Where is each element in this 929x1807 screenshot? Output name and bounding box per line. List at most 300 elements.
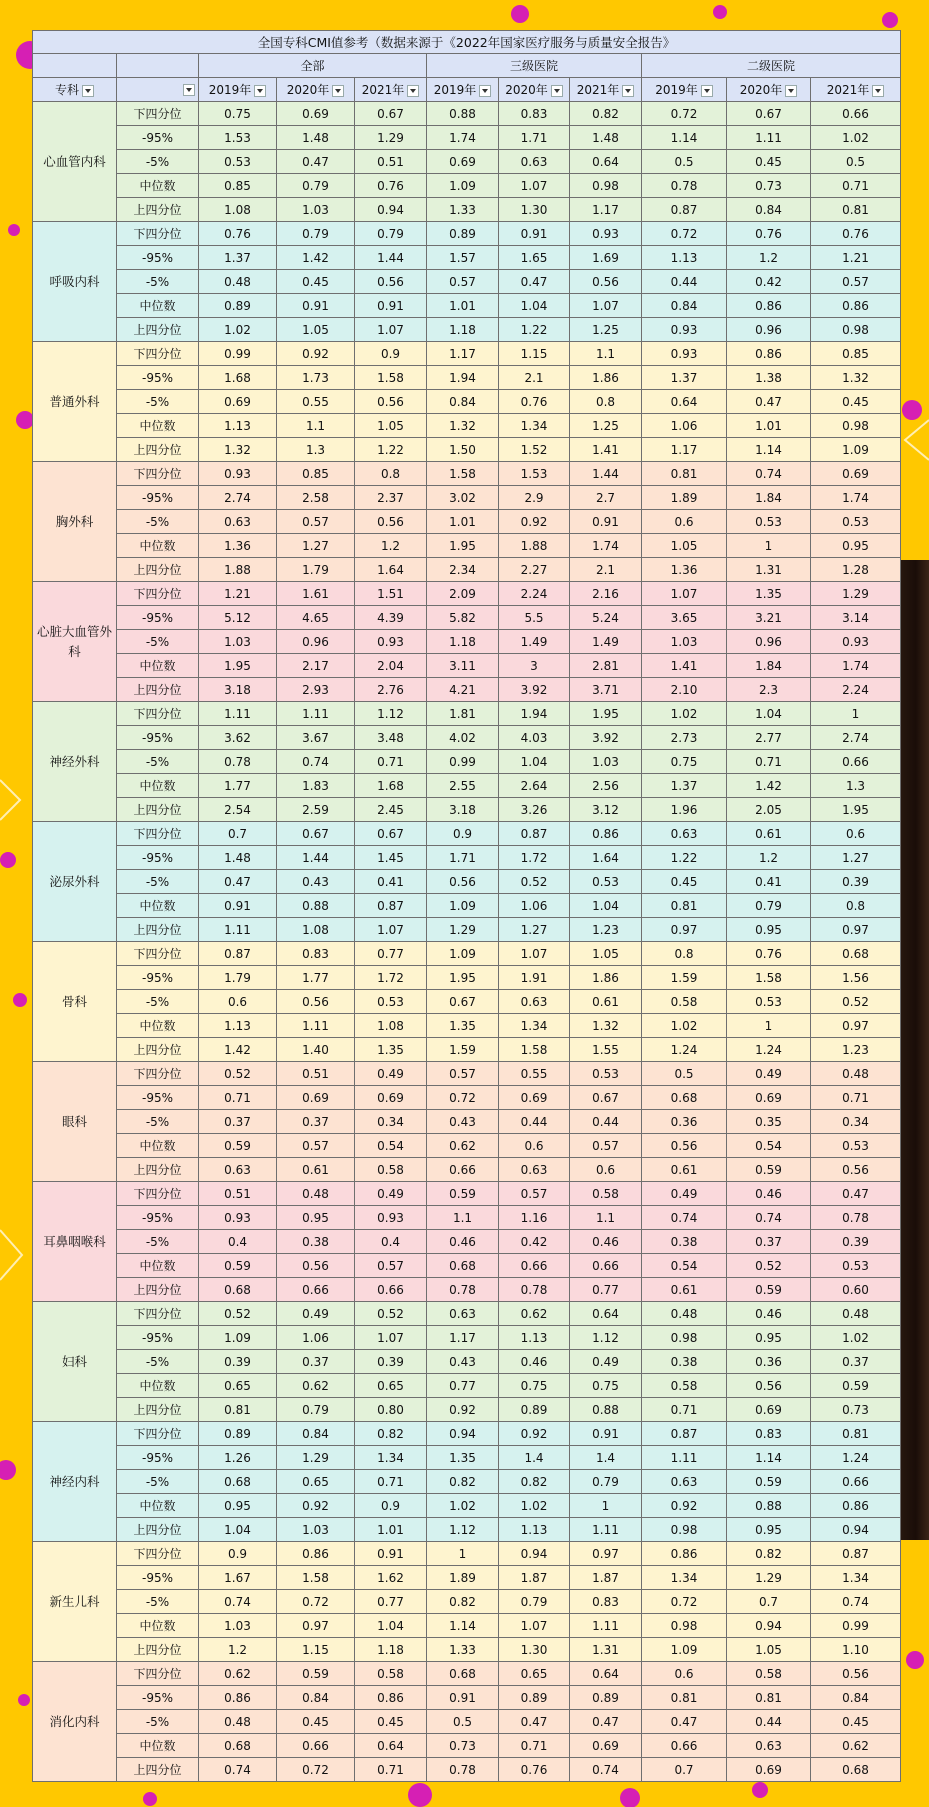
value-cell[interactable]: 1.12	[355, 702, 427, 726]
value-cell[interactable]: 0.62	[427, 1134, 499, 1158]
value-cell[interactable]: 1.28	[811, 558, 901, 582]
value-cell[interactable]: 1.58	[277, 1566, 355, 1590]
value-cell[interactable]: 0.52	[727, 1254, 811, 1278]
value-cell[interactable]: 0.53	[727, 510, 811, 534]
value-cell[interactable]: 0.56	[811, 1158, 901, 1182]
value-cell[interactable]: 1.35	[355, 1038, 427, 1062]
value-cell[interactable]: 0.59	[199, 1254, 277, 1278]
value-cell[interactable]: 0.74	[570, 1758, 642, 1782]
value-cell[interactable]: 2.74	[199, 486, 277, 510]
column-header-specialty[interactable]	[33, 78, 117, 102]
value-cell[interactable]: 1.30	[499, 198, 570, 222]
value-cell[interactable]: 0.5	[427, 1710, 499, 1734]
value-cell[interactable]: 1.37	[642, 366, 727, 390]
value-cell[interactable]: 1.07	[499, 942, 570, 966]
value-cell[interactable]: 0.73	[811, 1398, 901, 1422]
value-cell[interactable]: 1.02	[642, 702, 727, 726]
value-cell[interactable]: 1.40	[277, 1038, 355, 1062]
value-cell[interactable]: 3.48	[355, 726, 427, 750]
stat-label-cell[interactable]: 上四分位	[117, 1638, 199, 1662]
value-cell[interactable]: 1.09	[642, 1638, 727, 1662]
value-cell[interactable]: 2.17	[277, 654, 355, 678]
value-cell[interactable]: 2.16	[570, 582, 642, 606]
value-cell[interactable]: 0.71	[811, 174, 901, 198]
value-cell[interactable]: 0.43	[427, 1350, 499, 1374]
value-cell[interactable]: 1.52	[499, 438, 570, 462]
value-cell[interactable]: 0.67	[355, 822, 427, 846]
value-cell[interactable]: 1.05	[727, 1638, 811, 1662]
value-cell[interactable]: 1.48	[277, 126, 355, 150]
value-cell[interactable]: 0.91	[199, 894, 277, 918]
stat-label-cell[interactable]: 上四分位	[117, 318, 199, 342]
stat-label-cell[interactable]: 下四分位	[117, 822, 199, 846]
value-cell[interactable]: 1.95	[427, 966, 499, 990]
value-cell[interactable]: 0.53	[811, 1254, 901, 1278]
value-cell[interactable]: 0.58	[570, 1182, 642, 1206]
stat-label-cell[interactable]: 下四分位	[117, 102, 199, 126]
value-cell[interactable]: 0.63	[642, 822, 727, 846]
value-cell[interactable]: 0.72	[277, 1758, 355, 1782]
value-cell[interactable]: 0.54	[355, 1134, 427, 1158]
value-cell[interactable]: 0.69	[427, 150, 499, 174]
value-cell[interactable]: 0.94	[427, 1422, 499, 1446]
value-cell[interactable]: 0.78	[811, 1206, 901, 1230]
stat-label-cell[interactable]: 上四分位	[117, 198, 199, 222]
value-cell[interactable]: 1.14	[427, 1614, 499, 1638]
value-cell[interactable]: 1.74	[811, 654, 901, 678]
value-cell[interactable]: 0.68	[427, 1662, 499, 1686]
value-cell[interactable]: 0.95	[199, 1494, 277, 1518]
value-cell[interactable]: 5.24	[570, 606, 642, 630]
value-cell[interactable]: 2.54	[199, 798, 277, 822]
value-cell[interactable]: 2.64	[499, 774, 570, 798]
value-cell[interactable]: 1.4	[499, 1446, 570, 1470]
value-cell[interactable]: 1.84	[727, 654, 811, 678]
value-cell[interactable]: 2.05	[727, 798, 811, 822]
value-cell[interactable]: 0.85	[811, 342, 901, 366]
value-cell[interactable]: 0.72	[642, 102, 727, 126]
value-cell[interactable]: 1.56	[811, 966, 901, 990]
value-cell[interactable]: 0.42	[727, 270, 811, 294]
stat-label-cell[interactable]: -95%	[117, 486, 199, 510]
value-cell[interactable]: 0.49	[355, 1182, 427, 1206]
value-cell[interactable]: 0.79	[727, 894, 811, 918]
value-cell[interactable]: 0.65	[199, 1374, 277, 1398]
value-cell[interactable]: 0.74	[277, 750, 355, 774]
value-cell[interactable]: 1.05	[277, 318, 355, 342]
value-cell[interactable]: 0.45	[811, 1710, 901, 1734]
value-cell[interactable]: 1.22	[642, 846, 727, 870]
value-cell[interactable]: 0.71	[499, 1734, 570, 1758]
value-cell[interactable]: 1	[570, 1494, 642, 1518]
value-cell[interactable]: 0.84	[811, 1686, 901, 1710]
value-cell[interactable]: 0.59	[277, 1662, 355, 1686]
value-cell[interactable]: 1.17	[427, 342, 499, 366]
value-cell[interactable]: 0.83	[277, 942, 355, 966]
value-cell[interactable]: 1	[727, 534, 811, 558]
value-cell[interactable]: 2.59	[277, 798, 355, 822]
value-cell[interactable]: 0.38	[642, 1230, 727, 1254]
value-cell[interactable]: 0.77	[427, 1374, 499, 1398]
department-name-cell[interactable]: 神经内科	[33, 1422, 117, 1542]
value-cell[interactable]: 0.39	[811, 870, 901, 894]
value-cell[interactable]: 0.63	[727, 1734, 811, 1758]
value-cell[interactable]: 1.01	[727, 414, 811, 438]
value-cell[interactable]: 0.83	[499, 102, 570, 126]
value-cell[interactable]: 0.85	[277, 462, 355, 486]
value-cell[interactable]: 2.7	[570, 486, 642, 510]
stat-label-cell[interactable]: -5%	[117, 630, 199, 654]
value-cell[interactable]: 0.35	[727, 1110, 811, 1134]
value-cell[interactable]: 1.71	[427, 846, 499, 870]
value-cell[interactable]: 0.69	[277, 1086, 355, 1110]
stat-label-cell[interactable]: 下四分位	[117, 1662, 199, 1686]
value-cell[interactable]: 0.88	[570, 1398, 642, 1422]
stat-label-cell[interactable]: 下四分位	[117, 1542, 199, 1566]
stat-label-cell[interactable]: 中位数	[117, 1734, 199, 1758]
column-header-stat[interactable]	[117, 78, 199, 102]
value-cell[interactable]: 0.46	[499, 1350, 570, 1374]
value-cell[interactable]: 1.07	[499, 1614, 570, 1638]
value-cell[interactable]: 0.37	[199, 1110, 277, 1134]
value-cell[interactable]: 2.74	[811, 726, 901, 750]
value-cell[interactable]: 0.52	[199, 1062, 277, 1086]
value-cell[interactable]: 1.68	[355, 774, 427, 798]
filter-dropdown-icon[interactable]	[407, 85, 419, 97]
value-cell[interactable]: 1.01	[427, 510, 499, 534]
value-cell[interactable]: 1.13	[642, 246, 727, 270]
value-cell[interactable]: 1.29	[277, 1446, 355, 1470]
value-cell[interactable]: 0.76	[199, 222, 277, 246]
value-cell[interactable]: 0.89	[199, 1422, 277, 1446]
value-cell[interactable]: 0.8	[642, 942, 727, 966]
value-cell[interactable]: 0.67	[570, 1086, 642, 1110]
value-cell[interactable]: 0.45	[277, 270, 355, 294]
value-cell[interactable]: 0.64	[642, 390, 727, 414]
value-cell[interactable]: 1.32	[199, 438, 277, 462]
stat-label-cell[interactable]: -95%	[117, 1326, 199, 1350]
value-cell[interactable]: 1.45	[355, 846, 427, 870]
value-cell[interactable]: 1.81	[427, 702, 499, 726]
value-cell[interactable]: 0.63	[499, 150, 570, 174]
value-cell[interactable]: 0.84	[642, 294, 727, 318]
value-cell[interactable]: 0.43	[427, 1110, 499, 1134]
value-cell[interactable]: 0.61	[277, 1158, 355, 1182]
value-cell[interactable]: 0.78	[642, 174, 727, 198]
value-cell[interactable]: 2.56	[570, 774, 642, 798]
value-cell[interactable]: 1.18	[427, 318, 499, 342]
value-cell[interactable]: 1.61	[277, 582, 355, 606]
value-cell[interactable]: 1.09	[199, 1326, 277, 1350]
stat-label-cell[interactable]: 中位数	[117, 1134, 199, 1158]
value-cell[interactable]: 1.87	[499, 1566, 570, 1590]
value-cell[interactable]: 0.75	[570, 1374, 642, 1398]
stat-label-cell[interactable]: -5%	[117, 150, 199, 174]
value-cell[interactable]: 1.2	[355, 534, 427, 558]
value-cell[interactable]: 0.93	[811, 630, 901, 654]
value-cell[interactable]: 1.07	[355, 318, 427, 342]
stat-label-cell[interactable]: 上四分位	[117, 1398, 199, 1422]
stat-label-cell[interactable]: 中位数	[117, 174, 199, 198]
value-cell[interactable]: 0.76	[811, 222, 901, 246]
value-cell[interactable]: 1.07	[570, 294, 642, 318]
value-cell[interactable]: 1.17	[642, 438, 727, 462]
value-cell[interactable]: 1.95	[427, 534, 499, 558]
value-cell[interactable]: 0.78	[499, 1278, 570, 1302]
value-cell[interactable]: 0.53	[811, 1134, 901, 1158]
value-cell[interactable]: 0.61	[570, 990, 642, 1014]
value-cell[interactable]: 0.66	[355, 1278, 427, 1302]
value-cell[interactable]: 1.11	[570, 1614, 642, 1638]
stat-label-cell[interactable]: -5%	[117, 1110, 199, 1134]
value-cell[interactable]: 0.72	[642, 1590, 727, 1614]
value-cell[interactable]: 0.57	[277, 1134, 355, 1158]
value-cell[interactable]: 0.86	[642, 1542, 727, 1566]
value-cell[interactable]: 0.52	[199, 1302, 277, 1326]
value-cell[interactable]: 0.46	[727, 1182, 811, 1206]
value-cell[interactable]: 0.6	[642, 1662, 727, 1686]
value-cell[interactable]: 0.68	[811, 1758, 901, 1782]
value-cell[interactable]: 0.88	[427, 102, 499, 126]
value-cell[interactable]: 0.58	[355, 1662, 427, 1686]
value-cell[interactable]: 2.1	[570, 558, 642, 582]
value-cell[interactable]: 1.3	[811, 774, 901, 798]
stat-label-cell[interactable]: 下四分位	[117, 1062, 199, 1086]
value-cell[interactable]: 0.81	[811, 1422, 901, 1446]
value-cell[interactable]: 0.95	[277, 1206, 355, 1230]
value-cell[interactable]: 0.74	[727, 1206, 811, 1230]
value-cell[interactable]: 0.48	[277, 1182, 355, 1206]
value-cell[interactable]: 0.38	[277, 1230, 355, 1254]
value-cell[interactable]: 1.02	[499, 1494, 570, 1518]
value-cell[interactable]: 1.62	[355, 1566, 427, 1590]
value-cell[interactable]: 1.07	[355, 918, 427, 942]
value-cell[interactable]: 1.09	[811, 438, 901, 462]
value-cell[interactable]: 0.71	[199, 1086, 277, 1110]
value-cell[interactable]: 1.65	[499, 246, 570, 270]
value-cell[interactable]: 0.84	[727, 198, 811, 222]
value-cell[interactable]: 1.07	[499, 174, 570, 198]
value-cell[interactable]: 0.47	[499, 270, 570, 294]
year-header[interactable]: 2019年	[427, 78, 499, 102]
value-cell[interactable]: 0.36	[642, 1110, 727, 1134]
value-cell[interactable]: 1.1	[427, 1206, 499, 1230]
stat-label-cell[interactable]: 上四分位	[117, 1278, 199, 1302]
value-cell[interactable]: 0.69	[199, 390, 277, 414]
value-cell[interactable]: 1.58	[727, 966, 811, 990]
value-cell[interactable]: 0.9	[427, 822, 499, 846]
value-cell[interactable]: 0.92	[277, 1494, 355, 1518]
stat-label-cell[interactable]: 中位数	[117, 1614, 199, 1638]
stat-label-cell[interactable]: 中位数	[117, 1254, 199, 1278]
value-cell[interactable]: 1.86	[570, 366, 642, 390]
value-cell[interactable]: 0.93	[199, 462, 277, 486]
value-cell[interactable]: 0.48	[811, 1302, 901, 1326]
value-cell[interactable]: 0.69	[727, 1086, 811, 1110]
value-cell[interactable]: 1.26	[199, 1446, 277, 1470]
value-cell[interactable]: 0.86	[727, 342, 811, 366]
department-name-cell[interactable]: 心脏大血管外科	[33, 582, 117, 702]
value-cell[interactable]: 2.04	[355, 654, 427, 678]
value-cell[interactable]: 1.64	[570, 846, 642, 870]
value-cell[interactable]: 0.6	[570, 1158, 642, 1182]
value-cell[interactable]: 0.81	[642, 894, 727, 918]
value-cell[interactable]: 1.89	[427, 1566, 499, 1590]
value-cell[interactable]: 0.61	[642, 1278, 727, 1302]
value-cell[interactable]: 0.64	[570, 1302, 642, 1326]
value-cell[interactable]: 4.21	[427, 678, 499, 702]
value-cell[interactable]: 0.71	[811, 1086, 901, 1110]
value-cell[interactable]: 1.36	[642, 558, 727, 582]
value-cell[interactable]: 0.98	[570, 174, 642, 198]
value-cell[interactable]: 0.66	[811, 102, 901, 126]
value-cell[interactable]: 0.87	[355, 894, 427, 918]
value-cell[interactable]: 1.14	[642, 126, 727, 150]
value-cell[interactable]: 0.41	[355, 870, 427, 894]
value-cell[interactable]: 0.56	[427, 870, 499, 894]
value-cell[interactable]: 0.46	[427, 1230, 499, 1254]
stat-label-cell[interactable]: 下四分位	[117, 942, 199, 966]
value-cell[interactable]: 1.95	[570, 702, 642, 726]
value-cell[interactable]: 0.69	[727, 1758, 811, 1782]
value-cell[interactable]: 0.57	[355, 1254, 427, 1278]
value-cell[interactable]: 1.02	[811, 1326, 901, 1350]
value-cell[interactable]: 0.47	[727, 390, 811, 414]
value-cell[interactable]: 1.11	[277, 1014, 355, 1038]
value-cell[interactable]: 1	[727, 1014, 811, 1038]
value-cell[interactable]: 3.65	[642, 606, 727, 630]
value-cell[interactable]: 1.12	[427, 1518, 499, 1542]
value-cell[interactable]: 0.37	[277, 1350, 355, 1374]
value-cell[interactable]: 2.1	[499, 366, 570, 390]
value-cell[interactable]: 0.53	[811, 510, 901, 534]
value-cell[interactable]: 0.45	[642, 870, 727, 894]
value-cell[interactable]: 0.97	[642, 918, 727, 942]
value-cell[interactable]: 0.96	[727, 630, 811, 654]
value-cell[interactable]: 3.12	[570, 798, 642, 822]
value-cell[interactable]: 0.7	[199, 822, 277, 846]
value-cell[interactable]: 1.14	[727, 1446, 811, 1470]
value-cell[interactable]: 0.79	[277, 222, 355, 246]
value-cell[interactable]: 0.39	[355, 1350, 427, 1374]
value-cell[interactable]: 0.82	[570, 102, 642, 126]
value-cell[interactable]: 0.63	[642, 1470, 727, 1494]
value-cell[interactable]: 1.53	[499, 462, 570, 486]
value-cell[interactable]: 0.82	[727, 1542, 811, 1566]
value-cell[interactable]: 0.48	[642, 1302, 727, 1326]
department-name-cell[interactable]: 普通外科	[33, 342, 117, 462]
value-cell[interactable]: 2.24	[499, 582, 570, 606]
value-cell[interactable]: 1.42	[277, 246, 355, 270]
value-cell[interactable]: 0.76	[499, 390, 570, 414]
value-cell[interactable]: 0.71	[355, 1470, 427, 1494]
value-cell[interactable]: 0.49	[355, 1062, 427, 1086]
stat-label-cell[interactable]: -95%	[117, 366, 199, 390]
value-cell[interactable]: 0.54	[642, 1254, 727, 1278]
value-cell[interactable]: 0.86	[199, 1686, 277, 1710]
value-cell[interactable]: 1.58	[355, 366, 427, 390]
value-cell[interactable]: 1.11	[727, 126, 811, 150]
value-cell[interactable]: 0.98	[642, 1326, 727, 1350]
value-cell[interactable]: 1.04	[199, 1518, 277, 1542]
value-cell[interactable]: 0.78	[427, 1278, 499, 1302]
value-cell[interactable]: 1.35	[727, 582, 811, 606]
filter-dropdown-icon[interactable]	[254, 85, 266, 97]
value-cell[interactable]: 1.02	[427, 1494, 499, 1518]
value-cell[interactable]: 1	[427, 1542, 499, 1566]
value-cell[interactable]: 1.04	[355, 1614, 427, 1638]
value-cell[interactable]: 0.83	[727, 1422, 811, 1446]
value-cell[interactable]: 1.06	[642, 414, 727, 438]
year-header[interactable]: 2021年	[570, 78, 642, 102]
value-cell[interactable]: 0.66	[427, 1158, 499, 1182]
value-cell[interactable]: 1.74	[570, 534, 642, 558]
value-cell[interactable]: 0.59	[427, 1182, 499, 1206]
value-cell[interactable]: 1.09	[427, 942, 499, 966]
value-cell[interactable]: 1.51	[355, 582, 427, 606]
value-cell[interactable]: 0.53	[199, 150, 277, 174]
value-cell[interactable]: 0.66	[277, 1278, 355, 1302]
value-cell[interactable]: 0.52	[811, 990, 901, 1014]
value-cell[interactable]: 0.77	[570, 1278, 642, 1302]
value-cell[interactable]: 0.86	[727, 294, 811, 318]
value-cell[interactable]: 0.82	[427, 1590, 499, 1614]
stat-label-cell[interactable]: 中位数	[117, 1014, 199, 1038]
value-cell[interactable]: 0.59	[727, 1158, 811, 1182]
value-cell[interactable]: 1.69	[570, 246, 642, 270]
value-cell[interactable]: 1.11	[570, 1518, 642, 1542]
value-cell[interactable]: 0.56	[727, 1374, 811, 1398]
filter-dropdown-icon[interactable]	[701, 85, 713, 97]
department-name-cell[interactable]: 神经外科	[33, 702, 117, 822]
department-name-cell[interactable]: 妇科	[33, 1302, 117, 1422]
value-cell[interactable]: 0.87	[811, 1542, 901, 1566]
stat-label-cell[interactable]: -5%	[117, 1470, 199, 1494]
value-cell[interactable]: 0.93	[570, 222, 642, 246]
value-cell[interactable]: 1.73	[277, 366, 355, 390]
value-cell[interactable]: 1.89	[642, 486, 727, 510]
value-cell[interactable]: 0.68	[199, 1734, 277, 1758]
department-name-cell[interactable]: 眼科	[33, 1062, 117, 1182]
value-cell[interactable]: 0.34	[355, 1110, 427, 1134]
value-cell[interactable]: 0.56	[355, 270, 427, 294]
value-cell[interactable]: 0.81	[727, 1686, 811, 1710]
value-cell[interactable]: 3.21	[727, 606, 811, 630]
value-cell[interactable]: 0.46	[570, 1230, 642, 1254]
value-cell[interactable]: 1.44	[570, 462, 642, 486]
value-cell[interactable]: 0.91	[277, 294, 355, 318]
value-cell[interactable]: 0.87	[199, 942, 277, 966]
value-cell[interactable]: 1.72	[355, 966, 427, 990]
value-cell[interactable]: 1.04	[727, 702, 811, 726]
value-cell[interactable]: 1.79	[199, 966, 277, 990]
value-cell[interactable]: 3.71	[570, 678, 642, 702]
value-cell[interactable]: 0.79	[499, 1590, 570, 1614]
value-cell[interactable]: 0.83	[570, 1590, 642, 1614]
value-cell[interactable]: 0.47	[642, 1710, 727, 1734]
value-cell[interactable]: 1.14	[727, 438, 811, 462]
value-cell[interactable]: 1.27	[811, 846, 901, 870]
value-cell[interactable]: 1.03	[277, 1518, 355, 1542]
value-cell[interactable]: 1.22	[355, 438, 427, 462]
stat-label-cell[interactable]: -95%	[117, 966, 199, 990]
value-cell[interactable]: 3.18	[199, 678, 277, 702]
value-cell[interactable]: 0.37	[811, 1350, 901, 1374]
stat-label-cell[interactable]: -95%	[117, 606, 199, 630]
value-cell[interactable]: 0.63	[499, 990, 570, 1014]
filter-dropdown-icon[interactable]	[785, 85, 797, 97]
value-cell[interactable]: 2.45	[355, 798, 427, 822]
